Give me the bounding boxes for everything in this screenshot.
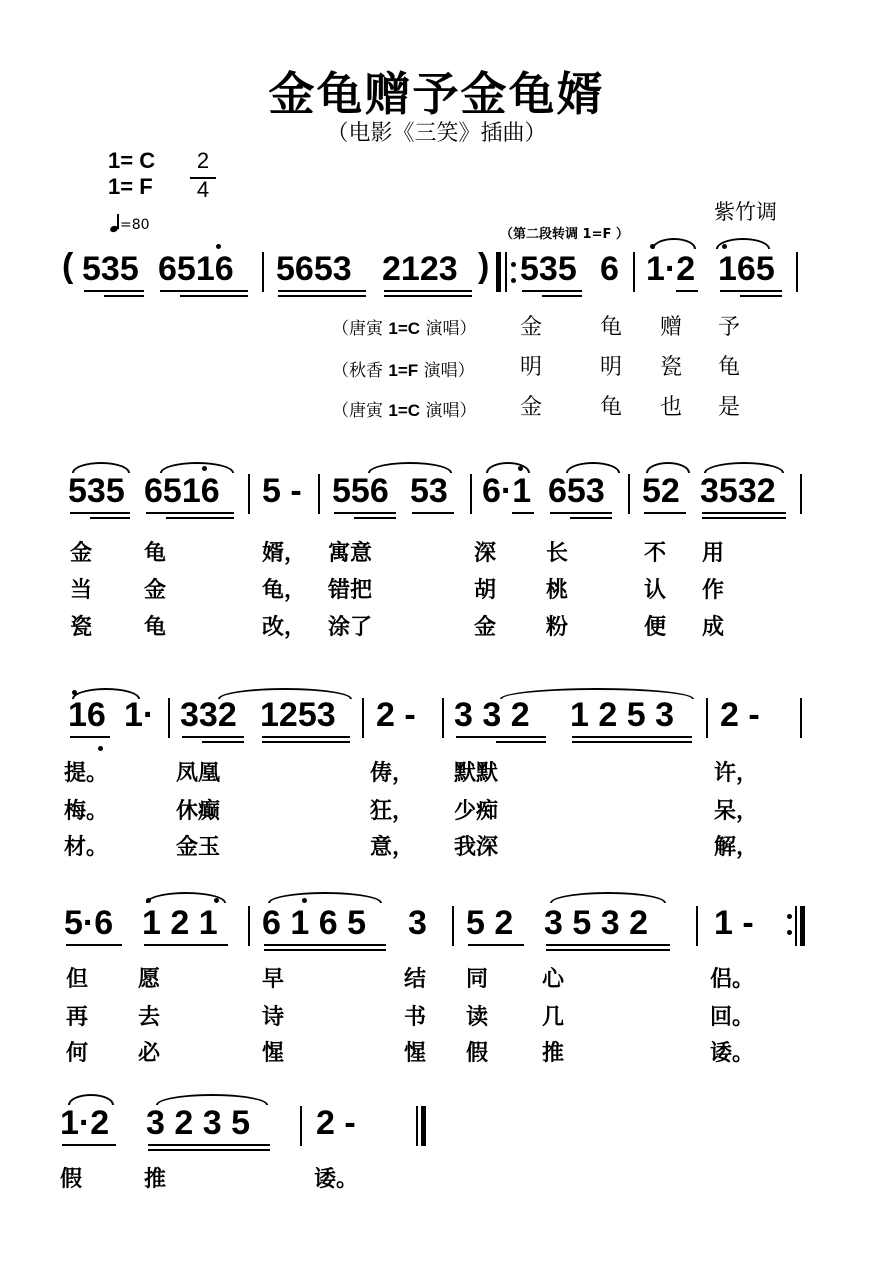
underline	[572, 736, 692, 738]
lyric: 认	[644, 578, 667, 603]
lyric: 错把	[328, 578, 373, 603]
song-title: 金龟赠予金龟婿	[268, 67, 605, 121]
lyric: 推	[144, 1167, 167, 1192]
note-group: 6·1	[482, 472, 532, 510]
note-group: 5653	[276, 250, 352, 288]
underline	[182, 736, 244, 738]
underline	[546, 949, 670, 951]
lyric: 早	[262, 967, 285, 992]
bar-line	[633, 252, 635, 292]
lyric: 假	[60, 1167, 83, 1192]
underline	[278, 295, 366, 297]
slur	[72, 462, 130, 473]
lyric: 惺	[262, 1041, 285, 1066]
underline	[676, 290, 698, 292]
underline	[90, 517, 130, 519]
note-group: 5·6	[64, 904, 114, 942]
note-group: 1·2	[60, 1104, 110, 1142]
lyric: 作	[702, 578, 725, 603]
note-group: 53	[410, 472, 448, 510]
lyric: 龟	[144, 541, 167, 566]
lyric: 明	[520, 355, 543, 380]
underline	[264, 949, 386, 951]
slur	[68, 1094, 114, 1105]
lyric: 也	[660, 395, 683, 420]
underline	[720, 290, 782, 292]
lyric: 成	[702, 615, 725, 640]
repeat-start-barline	[496, 252, 501, 292]
repeat-end-barline	[800, 906, 805, 946]
lyric: 去	[138, 1005, 161, 1030]
lyric: 瓷	[70, 615, 93, 640]
lyric: 龟	[600, 315, 623, 340]
note-group: 1·2	[646, 250, 696, 288]
lyric: 诿。	[710, 1041, 755, 1066]
underline	[496, 741, 546, 743]
underline	[702, 512, 786, 514]
lyric: 少痴	[454, 799, 499, 824]
song-subtitle: （电影《三笑》插曲）	[326, 121, 547, 146]
underline	[384, 290, 472, 292]
underline	[572, 741, 692, 743]
note-group: 3 2 3 5	[146, 1104, 250, 1142]
lyric: 回。	[710, 1005, 755, 1030]
lyric: 提。	[64, 761, 109, 786]
underline	[546, 944, 670, 946]
underline	[160, 290, 248, 292]
underline	[104, 295, 144, 297]
slur	[268, 892, 382, 903]
slur	[500, 688, 694, 699]
repeat-dot	[511, 278, 516, 283]
lyric: 推	[542, 1041, 565, 1066]
lyric: 金	[144, 578, 167, 603]
underline	[644, 512, 686, 514]
lyric: 心	[542, 967, 565, 992]
lyric: 婿，	[262, 541, 307, 566]
note-group: 2 -	[376, 696, 416, 734]
paren-close: )	[478, 247, 490, 285]
composer-style: 紫竹调	[714, 200, 777, 224]
note-group: 52	[642, 472, 680, 510]
note-group: 3 3 2	[454, 696, 530, 734]
lyric: 休癫	[176, 799, 221, 824]
low-octave-dot	[98, 746, 103, 751]
slur	[566, 462, 620, 473]
note-group: 535	[68, 472, 125, 510]
slur	[550, 892, 666, 903]
lyric: 涂了	[328, 615, 373, 640]
underline	[702, 517, 786, 519]
note-group: 5 2	[466, 904, 514, 942]
note-group: 535	[520, 250, 577, 288]
note-group: 653	[548, 472, 605, 510]
lyric: 俦，	[370, 761, 415, 786]
underline	[166, 517, 234, 519]
quarter-note-icon	[110, 214, 120, 232]
lyric: 便	[644, 615, 667, 640]
note-group: 6516	[144, 472, 220, 510]
lyric: 予	[718, 315, 741, 340]
lyric: 凤凰	[176, 761, 221, 786]
note-group: 2 -	[720, 696, 760, 734]
underline	[522, 290, 582, 292]
lyric: 默默	[454, 761, 499, 786]
bar-line	[248, 474, 250, 514]
lyric: 长	[546, 541, 569, 566]
note-group: 1·	[124, 696, 155, 734]
lyric: 呆，	[714, 799, 759, 824]
lyric: 胡	[474, 578, 497, 603]
lyric: 龟	[144, 615, 167, 640]
note-group: 1 2 1	[142, 904, 218, 942]
note-group: 3	[408, 904, 427, 942]
time-signature-top: 2	[196, 148, 210, 173]
lyric: 诗	[262, 1005, 285, 1030]
bar-line	[168, 698, 170, 738]
bar-line	[248, 906, 250, 946]
slur	[486, 462, 530, 473]
underline	[264, 944, 386, 946]
slur	[652, 238, 696, 249]
slur	[368, 462, 452, 473]
note-group: 3 5 3 2	[544, 904, 648, 942]
bar-line	[706, 698, 708, 738]
key-signature-c: 1= C	[108, 148, 156, 173]
underline	[512, 512, 534, 514]
lyric: 金	[520, 315, 543, 340]
bar-line	[300, 1106, 302, 1146]
underline	[334, 512, 396, 514]
underline	[412, 512, 454, 514]
underline	[262, 736, 350, 738]
repeat-start-thin	[505, 252, 507, 292]
tempo-marking	[110, 214, 150, 233]
key-signature-f: 1= F	[108, 174, 153, 199]
bar-line	[796, 252, 798, 292]
lyric: 再	[66, 1005, 89, 1030]
slur	[146, 892, 226, 903]
lyric: 龟，	[262, 578, 307, 603]
slur	[160, 462, 234, 473]
note-group: 535	[82, 250, 139, 288]
lyric: 材。	[64, 835, 109, 860]
lyric: 同	[466, 967, 489, 992]
underline	[570, 517, 612, 519]
final-barline	[421, 1106, 426, 1146]
slur	[716, 238, 770, 249]
note-group: 3532	[700, 472, 776, 510]
underline	[468, 944, 524, 946]
bar-line	[362, 698, 364, 738]
underline	[148, 1144, 270, 1146]
underline	[62, 1144, 116, 1146]
lyric: 不	[644, 541, 667, 566]
lyric: 梅。	[64, 799, 109, 824]
underline	[354, 517, 396, 519]
bar-line	[318, 474, 320, 514]
lyric: 改，	[262, 615, 307, 640]
underline	[456, 736, 546, 738]
singer-label-qiuxiang: （秋香 1=F 演唱）	[332, 361, 475, 381]
lyric: 解，	[714, 835, 759, 860]
bar-line	[262, 252, 264, 292]
lyric: 诿。	[314, 1167, 359, 1192]
bar-line	[452, 906, 454, 946]
bar-line	[800, 698, 802, 738]
lyric: 几	[542, 1005, 565, 1030]
octave-dot	[216, 244, 221, 249]
lyric: 读	[466, 1005, 489, 1030]
underline	[84, 290, 144, 292]
lyric: 瓷	[660, 355, 683, 380]
lyric: 用	[702, 541, 725, 566]
lyric: 深	[474, 541, 497, 566]
lyric: 金	[520, 395, 543, 420]
lyric: 惺	[404, 1041, 427, 1066]
lyric: 狂，	[370, 799, 415, 824]
bar-line	[442, 698, 444, 738]
note-group: 2 -	[316, 1104, 356, 1142]
lyric: 明	[600, 355, 623, 380]
underline	[146, 512, 234, 514]
lyric: 金	[474, 615, 497, 640]
underline	[70, 512, 130, 514]
lyric: 意，	[370, 835, 415, 860]
underline	[550, 512, 612, 514]
slur	[704, 462, 784, 473]
lyric: 龟	[600, 395, 623, 420]
singer-label-tangyin: （唐寅 1=C 演唱）	[332, 401, 477, 421]
time-signature-bottom: 4	[196, 177, 210, 202]
note-group: 6 1 6 5	[262, 904, 366, 942]
lyric: 龟	[718, 355, 741, 380]
repeat-dot	[787, 930, 792, 935]
lyric: 侣。	[710, 967, 755, 992]
underline	[70, 736, 110, 738]
underline	[144, 944, 228, 946]
underline	[66, 944, 122, 946]
bar-line	[800, 474, 802, 514]
underline	[740, 295, 782, 297]
lyric: 赠	[660, 315, 683, 340]
lyric: 愿	[138, 967, 161, 992]
repeat-end-thin	[795, 906, 797, 946]
lyric: 许，	[714, 761, 759, 786]
bar-line	[470, 474, 472, 514]
underline	[384, 295, 472, 297]
underline	[202, 741, 244, 743]
final-barline-thin	[416, 1106, 418, 1146]
note-group: 2123	[382, 250, 458, 288]
note-group: 1 2 5 3	[570, 696, 674, 734]
lyric: 书	[404, 1005, 427, 1030]
underline	[542, 295, 582, 297]
lyric: 金	[70, 541, 93, 566]
note-group: 5 -	[262, 472, 302, 510]
slur	[156, 1094, 268, 1105]
underline	[180, 295, 248, 297]
slur	[72, 688, 140, 699]
modulation-note: （第二段转调 1=F ）	[500, 227, 629, 242]
lyric: 何	[66, 1041, 89, 1066]
lyric: 必	[138, 1041, 161, 1066]
bar-line	[696, 906, 698, 946]
lyric: 我深	[454, 835, 499, 860]
lyric: 桃	[546, 578, 569, 603]
underline	[262, 741, 350, 743]
lyric: 假	[466, 1041, 489, 1066]
note-group: 1253	[260, 696, 336, 734]
slur	[646, 462, 690, 473]
repeat-dot	[787, 914, 792, 919]
lyric: 金玉	[176, 835, 221, 860]
note-group: 6	[600, 250, 619, 288]
repeat-dot	[511, 262, 516, 267]
lyric: 结	[404, 967, 427, 992]
note-group: 165	[718, 250, 775, 288]
note-group: 1 -	[714, 904, 754, 942]
singer-label-tangyin: （唐寅 1=C 演唱）	[332, 319, 477, 339]
lyric: 当	[70, 578, 93, 603]
lyric: 寓意	[328, 541, 373, 566]
note-group: 332	[180, 696, 237, 734]
lyric: 粉	[546, 615, 569, 640]
tempo-value: =80	[120, 217, 150, 233]
lyric: 是	[718, 395, 741, 420]
note-group: 16	[68, 696, 106, 734]
bar-line	[628, 474, 630, 514]
paren-open: (	[62, 247, 74, 285]
lyric: 但	[66, 967, 89, 992]
slur	[218, 688, 352, 699]
note-group: 556	[332, 472, 389, 510]
note-group: 6516	[158, 250, 234, 288]
underline	[278, 290, 366, 292]
underline	[148, 1149, 270, 1151]
